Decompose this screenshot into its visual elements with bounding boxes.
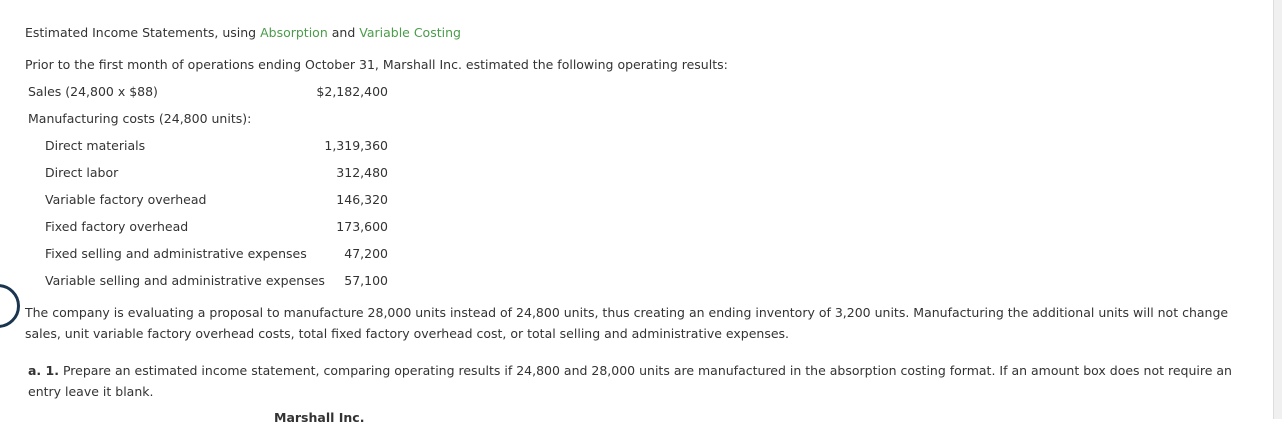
row-value: 146,320 [336,192,388,207]
variable-costing-link[interactable]: Variable Costing [359,25,461,40]
table-row [28,165,398,185]
question-body: Prepare an estimated income statement, comparing operating results if 24,800 and 28,000 units are manufactured in the absorption costing format. If an amount box does not require an entry leave it blank. [28,363,1232,399]
table-row [28,111,398,131]
row-label: Manufacturing costs (24,800 units): [28,111,252,126]
table-row [28,138,398,158]
table-row [28,219,398,239]
row-label: Direct materials [45,138,146,153]
proposal-text: The company is evaluating a proposal to manufacture 28,000 units instead of 24,800 units, thus creating an ending inventory of 3,200 units. Manufacturing the additional units will not change sales, unit variable factory overhead costs, total fixed factory overhead cost, or total selling and administrative expenses. [25,305,1229,341]
title-prefix: Estimated Income Statements, using [25,25,257,40]
row-value: 1,319,360 [324,138,388,153]
table-row [28,246,398,266]
question-number: a. 1. [28,363,59,378]
circle-icon[interactable] [0,284,20,328]
absorption-link[interactable]: Absorption [260,25,328,40]
row-value: 57,100 [344,273,388,288]
row-label: Variable selling and administrative expenses [45,273,325,288]
question-text [28,360,1268,402]
row-label: Sales (24,800 x $88) [28,84,158,99]
row-value: 47,200 [344,246,388,261]
row-value: 173,600 [336,219,388,234]
table-row [28,273,398,293]
statement-company-name: Marshall Inc. [274,410,365,425]
page-title [25,25,461,40]
scrollbar[interactable] [1273,0,1282,419]
table-row [28,192,398,212]
title-and: and [331,25,356,40]
table-row [28,84,398,104]
row-label: Fixed selling and administrative expenses [45,246,307,261]
row-label: Variable factory overhead [45,192,207,207]
row-label: Direct labor [45,165,119,180]
row-label: Fixed factory overhead [45,219,189,234]
row-value: $2,182,400 [316,84,388,99]
row-value: 312,480 [336,165,388,180]
intro-text: Prior to the first month of operations ending October 31, Marshall Inc. estimated the following operating results: [25,57,728,72]
